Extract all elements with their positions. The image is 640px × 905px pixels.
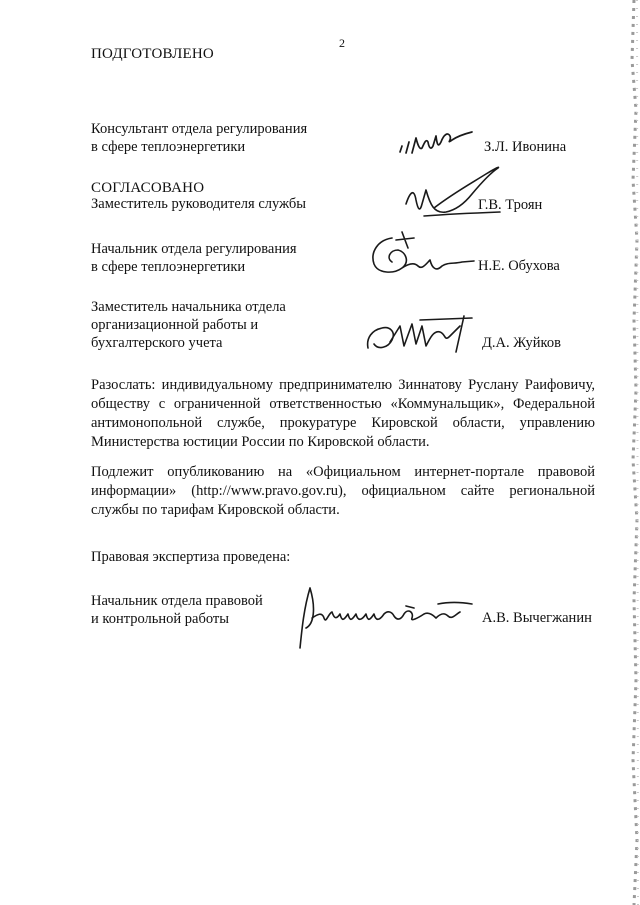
signer-zhuikov-position-line3: бухгалтерского учета [91, 335, 223, 351]
signer-zhuikov-name: Д.А. Жуйков [482, 335, 561, 351]
scan-edge-artifact [628, 0, 640, 905]
legal-review-name: А.В. Вычегжанин [482, 610, 592, 626]
signer-obukhova-position-line2: в сфере теплоэнергетики [91, 259, 246, 275]
signer-troyan-name: Г.В. Троян [478, 197, 543, 213]
legal-review-statement: Правовая экспертиза проведена: [91, 549, 291, 565]
legal-review-position [91, 592, 263, 628]
signer-zhuikov-position [91, 298, 286, 352]
signature-obukhova [366, 228, 480, 280]
signature-ivonina [396, 124, 476, 158]
prepared-position-line1: Консультант отдела регулирования [91, 121, 308, 137]
legal-review-position-line1: Начальник отдела правовой [91, 593, 263, 609]
signer-zhuikov-position-line2: организационной работы и [91, 317, 259, 333]
prepared-position-line2: в сфере теплоэнергетики [91, 139, 246, 155]
signer-zhuikov-position-line1: Заместитель начальника отдела [91, 299, 286, 315]
signer-troyan-position-line1: Заместитель руководителя службы [91, 196, 307, 212]
legal-review-position-line2: и контрольной работы [91, 611, 229, 627]
signer-obukhova-name: Н.Е. Обухова [478, 258, 560, 274]
signature-zhuikov [360, 312, 476, 358]
distribution-paragraph: Разослать: индивидуальному предпринимателю Зиннатову Руслану Раифовичу, обществу с ограниченной ответственностью «Коммунальщик», Федеральной антимонопольной службе, прокуратуре Кировской области, управлению Министерства юстиции России по Кировской области. [91, 377, 595, 450]
prepared-heading: ПОДГОТОВЛЕНО [91, 46, 214, 62]
prepared-position [91, 120, 307, 156]
signer-obukhova-position [91, 240, 297, 276]
signer-troyan-position [91, 195, 306, 213]
prepared-name: З.Л. Ивонина [484, 139, 567, 155]
agreed-heading: СОГЛАСОВАНО [91, 180, 205, 196]
signer-obukhova-position-line1: Начальник отдела регулирования [91, 241, 297, 257]
publication-paragraph: Подлежит опубликованию на «Официальном интернет-портале правовой информации» (http://www.pravo.gov.ru), официальном сайте региональной службы по тарифам Кировской области. [91, 464, 595, 518]
page-number: 2 [339, 36, 345, 50]
signature-vychegzhanin [288, 578, 480, 650]
